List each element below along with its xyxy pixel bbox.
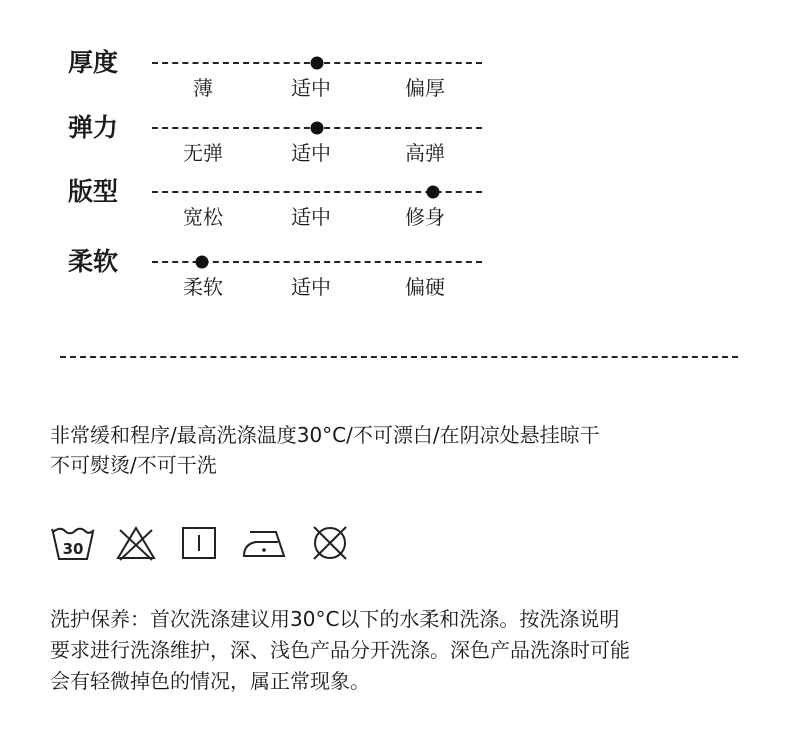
option-high: 修身 bbox=[405, 205, 445, 229]
wash-temp-label: 30 bbox=[62, 540, 84, 558]
option-mid: 适中 bbox=[291, 205, 331, 229]
option-high: 偏硬 bbox=[405, 275, 445, 299]
care-instructions-line: 要求进行洗涤维护，深、浅色产品分开洗涤。深色产品洗涤时可能 bbox=[50, 638, 630, 662]
option-low: 柔软 bbox=[183, 275, 223, 299]
care-instructions-line: 洗护保养：首次洗涤建议用30°C以下的水柔和洗涤。按洗涤说明 bbox=[50, 607, 620, 631]
care-instructions bbox=[50, 604, 750, 697]
wash-instructions bbox=[50, 420, 750, 480]
option-low: 薄 bbox=[193, 76, 213, 100]
option-mid: 适中 bbox=[291, 275, 331, 299]
option-high: 高弹 bbox=[405, 141, 445, 165]
care-instructions-line: 会有轻微掉色的情况，属正常现象。 bbox=[50, 669, 370, 693]
scale-indicator bbox=[426, 186, 439, 199]
wash-instructions-line: 非常缓和程序/最高洗涤温度30°C/不可漂白/在阴凉处悬挂晾干 bbox=[50, 423, 600, 447]
no-dry-clean-icon bbox=[309, 524, 351, 562]
attribute-title: 弹力 bbox=[68, 113, 119, 142]
attribute-title: 柔软 bbox=[68, 247, 119, 276]
wash-30-icon bbox=[50, 524, 96, 562]
option-mid: 适中 bbox=[291, 141, 331, 165]
option-high: 偏厚 bbox=[405, 76, 445, 100]
attribute-title: 厚度 bbox=[68, 48, 119, 77]
option-mid: 适中 bbox=[291, 76, 331, 100]
no-iron-icon bbox=[240, 524, 290, 562]
line-dry-icon bbox=[181, 524, 217, 562]
attribute-title: 版型 bbox=[68, 177, 119, 206]
scale-indicator bbox=[311, 57, 324, 70]
scale-indicator bbox=[195, 256, 208, 269]
section-divider bbox=[60, 356, 738, 358]
no-bleach-icon bbox=[114, 524, 158, 562]
wash-instructions-line: 不可熨烫/不可干洗 bbox=[50, 453, 217, 477]
scale-indicator bbox=[311, 122, 324, 135]
option-low: 无弹 bbox=[183, 141, 223, 165]
option-low: 宽松 bbox=[183, 205, 223, 229]
